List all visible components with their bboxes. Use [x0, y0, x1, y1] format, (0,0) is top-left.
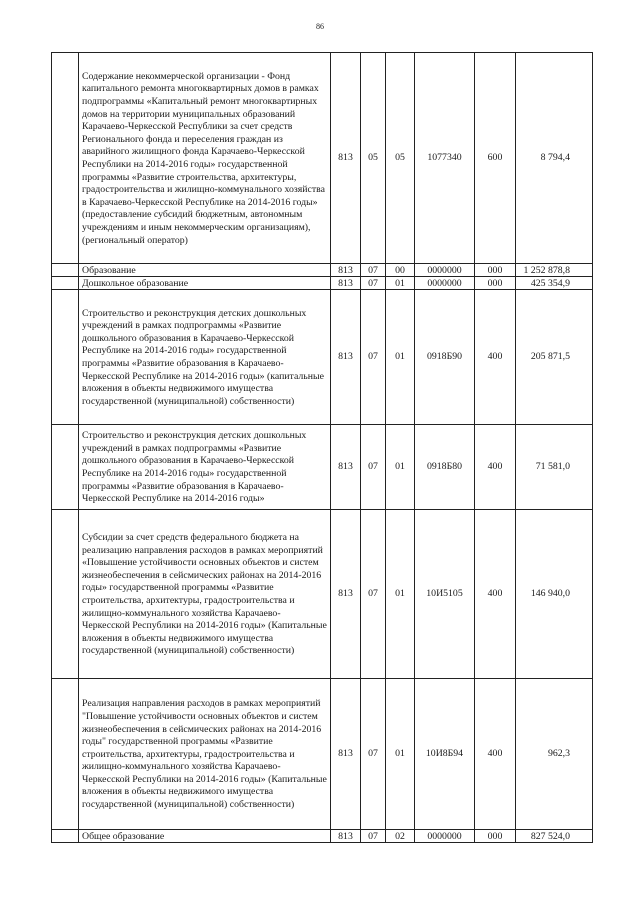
target-code-cell: 0000000 [415, 830, 475, 843]
ministry-code-cell: 813 [331, 510, 361, 679]
budget-table [51, 52, 593, 843]
description-cell: Общее образование [79, 830, 331, 843]
expense-type-cell: 400 [475, 510, 516, 679]
ministry-code-cell: 813 [331, 264, 361, 277]
page-number: 86 [316, 22, 324, 31]
description-cell: Строительство и реконструкция детских дошкольных учреждений в рамках подпрограммы «Развитие дошкольного образования в Карачаево-Черкесской Республике на 2014-2016 годы» государственной программы «Развитие образования в Карачаево-Черкесской Республике на 2014-2016 годы» [79, 425, 331, 510]
section-code-cell: 05 [361, 53, 386, 264]
amount-cell: 827 524,0 [516, 830, 593, 843]
expense-type-cell: 400 [475, 679, 516, 830]
table-row [52, 290, 593, 425]
expense-type-cell: 000 [475, 830, 516, 843]
ministry-code-cell: 813 [331, 53, 361, 264]
expense-type-cell: 000 [475, 277, 516, 290]
table-row [52, 53, 593, 264]
target-code-cell: 0918Б90 [415, 290, 475, 425]
amount-cell: 8 794,4 [516, 53, 593, 264]
description-cell: Субсидии за счет средств федерального бюджета на реализацию направления расходов в рамках мероприятий «Повышение устойчивости основных объектов и систем жизнеобеспечения в сейсмических районах на 2014-2016 годы» государственной программы «Развитие строительства, архитектуры, градостроительства и жилищно-коммунального хозяйства Карачаево-Черкесской Республики на 2014-2016 годы» (Капитальные вложения в объекты недвижимого имущества государственной (муниципальной) собственности) [79, 510, 331, 679]
row-number-cell [52, 290, 79, 425]
description-cell: Строительство и реконструкция детских дошкольных учреждений в рамках подпрограммы «Развитие дошкольного образования в Карачаево-Черкесской Республике на 2014-2016 годы» государственной программы «Развитие образования в Карачаево-Черкесской Республике на 2014-2016 годы» (капитальные вложения в объекты недвижимого имущества государственной (муниципальной) собственности) [79, 290, 331, 425]
row-number-cell [52, 830, 79, 843]
expense-type-cell: 400 [475, 290, 516, 425]
row-number-cell [52, 264, 79, 277]
ministry-code-cell: 813 [331, 830, 361, 843]
section-code-cell: 07 [361, 264, 386, 277]
amount-cell: 962,3 [516, 679, 593, 830]
table-row [52, 510, 593, 679]
table-row [52, 277, 593, 290]
row-number-cell [52, 510, 79, 679]
ministry-code-cell: 813 [331, 290, 361, 425]
description-cell: Содержание некоммерческой организации - Фонд капитального ремонта многоквартирных домов в рамках подпрограммы «Капитальный ремонт многоквартирных домов на территории муниципальных образований Карачаево-Черкесской Республики за счет средств Регионального фонда и переселения граждан из аварийного жилищного фонда Карачаево-Черкесской Республики на 2014-2016 годы» государственной программы «Развитие строительства, архитектуры, градостроительства и жилищно-коммунального хозяйства в Карачаево-Черкесской Республике на 2014-2016 годы» (предоставление субсидий бюджетным, автономным учреждениям и иным некоммерческим организациям), (региональный оператор) [79, 53, 331, 264]
section-code-cell: 07 [361, 510, 386, 679]
table-row [52, 425, 593, 510]
description-cell: Дошкольное образование [79, 277, 331, 290]
table-row [52, 264, 593, 277]
expense-type-cell: 400 [475, 425, 516, 510]
section-code-cell: 07 [361, 277, 386, 290]
ministry-code-cell: 813 [331, 277, 361, 290]
target-code-cell: 0000000 [415, 264, 475, 277]
target-code-cell: 0918Б80 [415, 425, 475, 510]
description-cell: Образование [79, 264, 331, 277]
ministry-code-cell: 813 [331, 679, 361, 830]
target-code-cell: 0000000 [415, 277, 475, 290]
section-code-cell: 07 [361, 425, 386, 510]
subsection-code-cell: 01 [386, 277, 415, 290]
subsection-code-cell: 01 [386, 290, 415, 425]
amount-cell: 1 252 878,8 [516, 264, 593, 277]
subsection-code-cell: 05 [386, 53, 415, 264]
row-number-cell [52, 425, 79, 510]
row-number-cell [52, 53, 79, 264]
target-code-cell: 10И5105 [415, 510, 475, 679]
subsection-code-cell: 01 [386, 679, 415, 830]
target-code-cell: 1077340 [415, 53, 475, 264]
description-cell: Реализация направления расходов в рамках мероприятий "Повышение устойчивости основных объектов и систем жизнеобеспечения в сейсмических районах на 2014-2016 годы" государственной программы «Развитие строительства, архитектуры, градостроительства и жилищно-коммунального хозяйства Карачаево-Черкесской Республики на 2014-2016 годы» (Капитальные вложения в объекты недвижимого имущества государственной (муниципальной) собственности) [79, 679, 331, 830]
subsection-code-cell: 01 [386, 425, 415, 510]
section-code-cell: 07 [361, 679, 386, 830]
row-number-cell [52, 679, 79, 830]
target-code-cell: 10И8Б94 [415, 679, 475, 830]
subsection-code-cell: 00 [386, 264, 415, 277]
amount-cell: 425 354,9 [516, 277, 593, 290]
table-row [52, 679, 593, 830]
amount-cell: 71 581,0 [516, 425, 593, 510]
amount-cell: 205 871,5 [516, 290, 593, 425]
amount-cell: 146 940,0 [516, 510, 593, 679]
expense-type-cell: 600 [475, 53, 516, 264]
expense-type-cell: 000 [475, 264, 516, 277]
subsection-code-cell: 02 [386, 830, 415, 843]
table-row [52, 830, 593, 843]
row-number-cell [52, 277, 79, 290]
section-code-cell: 07 [361, 290, 386, 425]
ministry-code-cell: 813 [331, 425, 361, 510]
section-code-cell: 07 [361, 830, 386, 843]
subsection-code-cell: 01 [386, 510, 415, 679]
